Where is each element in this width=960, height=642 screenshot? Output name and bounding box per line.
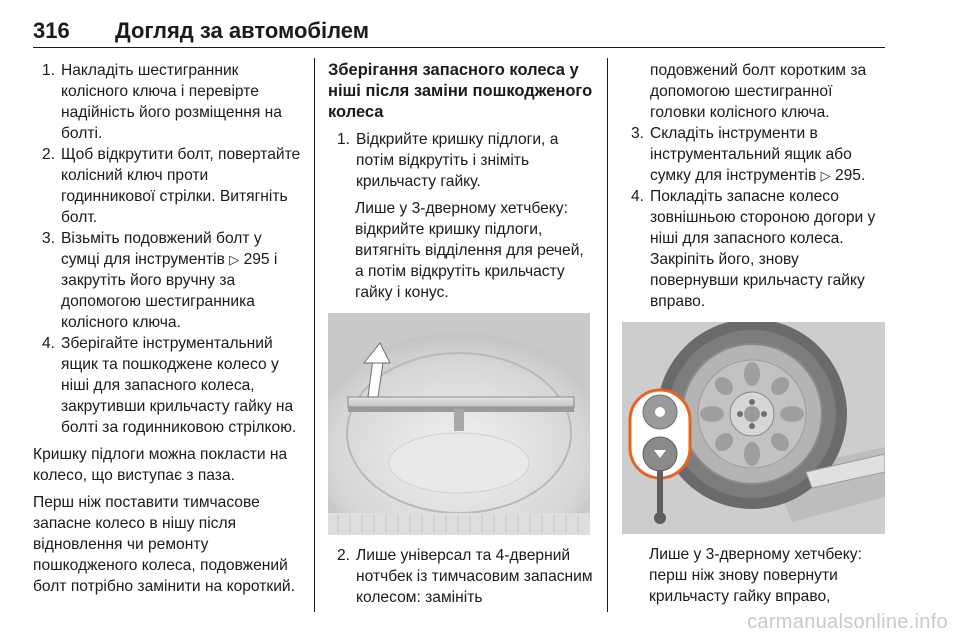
page-reference[interactable]: 295. <box>834 167 866 184</box>
list-item: 1. Відкрийте кришку підлоги, а потім відкрутіть і зніміть крильчасту гайку. <box>336 131 559 190</box>
column-2 <box>328 60 594 608</box>
list-item: 3. Візьміть подовжений болт у сумці для інструментів ▷ 295 і закрутіть його вручну за допомогою шестигранника колісного ключа. <box>41 230 278 331</box>
column-divider <box>314 58 315 612</box>
spare-wheel-well-illustration <box>328 313 590 535</box>
list-item: 4. Покладіть запасне колесо зовнішньою стороною догори у ніші для запасного колеса. Закріпіть його, знову повернувши крильчасту гайку вправо. <box>630 188 876 310</box>
paragraph: Перш ніж поставити тимчасове запасне колесо в нішу після відновлення чи ремонту пошкодженого колеса, подовжений болт потрібно замінити на короткий. <box>33 494 295 595</box>
triangle-right-icon: ▷ <box>229 252 240 267</box>
page-header <box>33 12 885 48</box>
column-1 <box>33 60 301 597</box>
column-3 <box>622 60 888 607</box>
spare-wheel-illustration <box>622 322 885 534</box>
list-item: 4. Зберігайте інструментальний ящик та пошкоджене колесо у ніші для запасного колеса, закрутивши крильчасту гайку на болті за годинниковою стрілкою. <box>41 335 297 436</box>
note-paragraph: Лише у 3-дверному хетчбеку: перш ніж знову повернути крильчасту гайку вправо, <box>649 546 862 605</box>
list-item: 1. Накладіть шестигранник колісного ключа і перевірте надійність його розміщення на болті. <box>41 62 282 142</box>
list-item: 2. Лише універсал та 4-дверний нотчбек із тимчасовим запасним колесом: замініть <box>336 547 593 606</box>
note-paragraph: Лише у 3-дверному хетчбеку: відкрийте кришку підлоги, витягніть відділення для речей, а потім відкрутіть крильчасту гайку і конус. <box>355 200 584 301</box>
page-title: Догляд за автомобілем <box>115 18 370 43</box>
spare-wheel-figure <box>622 322 885 534</box>
paragraph-continuation: подовжений болт коротким за допомогою шестигранної головки колісного ключа. <box>650 62 867 121</box>
section-title: Зберігання запасного колеса у ніші після заміни пошкодженого колеса <box>328 61 593 121</box>
watermark: carmanualsonline.info <box>747 611 948 633</box>
list-item: 3. Складіть інструменти в інструментальний ящик або сумку для інструментів ▷ 295. <box>630 125 866 184</box>
list-item: 2. Щоб відкрутити болт, повертайте колісний ключ проти годинникової стрілки. Витягніть болт. <box>41 146 301 226</box>
column-divider <box>607 58 608 612</box>
page-reference[interactable]: 295 <box>243 251 270 268</box>
page-number: 316 <box>33 18 70 43</box>
spare-wheel-well-figure <box>328 313 590 535</box>
triangle-right-icon: ▷ <box>820 168 831 183</box>
paragraph: Кришку підлоги можна покласти на колесо, що виступає з паза. <box>33 446 288 484</box>
